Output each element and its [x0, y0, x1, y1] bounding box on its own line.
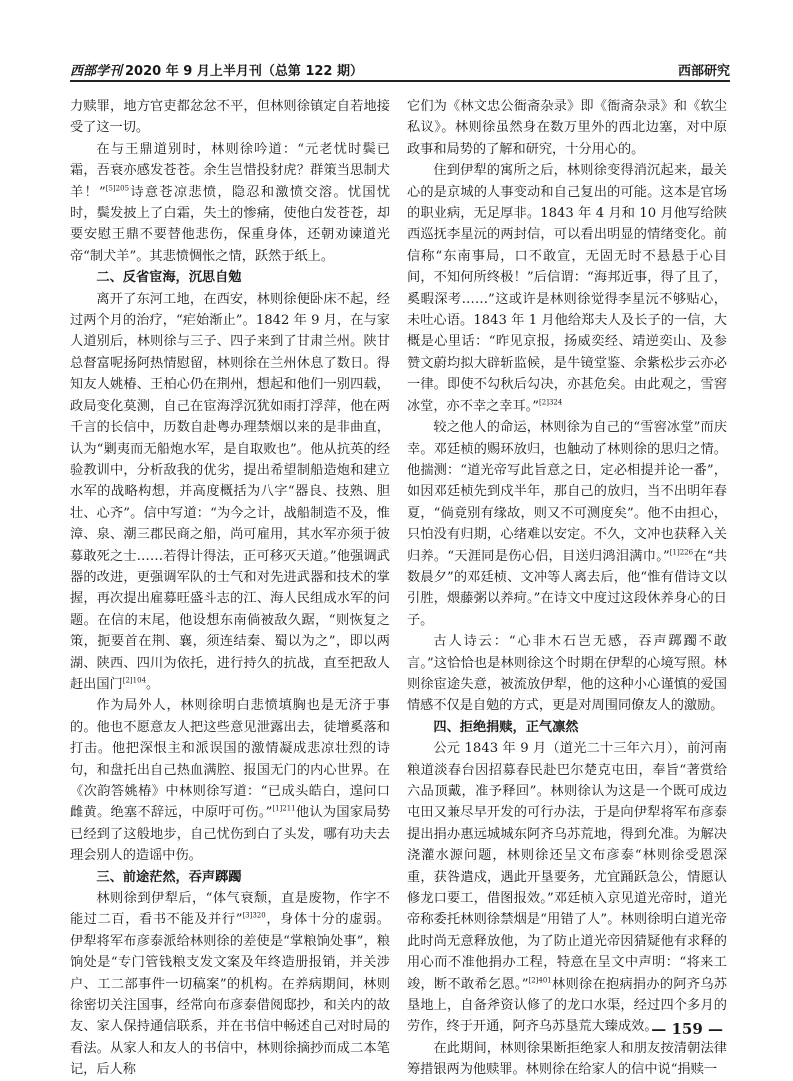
issue-info: 2020 年 9 月上半月刊（总第 122 期）	[125, 64, 364, 79]
paragraph-text: 在“共数晨夕”的邓廷桢、文冲等人离去后，他“惟有借诗文以引胜，煨藤粥以养疴。”在诗文中度过这段休养身心的日子。	[407, 548, 727, 628]
body-paragraph	[70, 888, 390, 1081]
journal-masthead	[70, 60, 363, 79]
section-heading: 二、反省宦海，沉思自勉	[96, 270, 242, 286]
paragraph-text: 他认为国家局势已经到了这般地步，自己忧伤到白了头发，哪有功夫去理会别人的造谣中伤。	[70, 805, 391, 864]
citation-ref: [2]401	[528, 976, 552, 985]
page-header	[70, 58, 730, 82]
paragraph-text: 在此期间，林则徐果断拒绝家人和朋友按清朝法律筹措银两为他赎罪。林则徐在给家人的信中说“捐赎一	[407, 1040, 727, 1078]
paragraph-text: 离开了东河工地，在西安，林则徐便卧床不起，经过两个月的治疗，“疟始渐止”。1842 年 9 月，在与家人道别后，林则徐与三子、四子来到了甘肃兰州。陕甘总督富呢扬阿热情慰留，林则徐在兰州休息了数日。得知友人姚椿、王柏心仍在荆州，想起和他们一别四载，政局变化莫测，自己在宦海浮沉犹如雨打浮萍，他在两千言的长信中，历数自赴粤办理禁烟以来的是非曲直，认为“剿夷而无船炮水军，是自取败也”。他从抗英的经验教训中，分析敌我的优劣，提出希望制船造炮和建立水军的战略构想，并高度概括为八字“器良、技熟、胆壮、心齐”。信中写道：“为今之计，战船制造不及，惟漳、泉、潮三郡民商之船，尚可雇用，其水军亦须于彼募敢死之士……若得计得法，正可移灭天道。”他强调武器的改进，更强调军队的士气和对先进武器和技术的掌握，再次提出雇募旺盛斗志的江、海人民组成水军的问题。在信的末尾，他设想东南倘被敌久踞，“则恢复之策，扼要首在荆、襄，须连结秦、蜀以为之”，即以两湖、陕西、四川为依托，进行持久的抗战，直至把敌人赶出国门	[70, 291, 390, 692]
citation-ref: [2]324	[539, 398, 563, 407]
journal-logo: 西部学刊	[70, 64, 123, 79]
citation-ref: [2]104	[122, 676, 147, 685]
paragraph-text: ，身体十分的虚弱。伊犁将军布彦泰派给林则徐的差使是“掌粮饷处事”，粮饷处是“专门管钱粮支发文案及年终造册报销，并关涉户、工二部事件一切稿案”的机构。在养病期间，林则徐密切关注国事，经常向布彦泰借阅邸抄，和关内的故友、家人保持通信联系，并在书信中畅述自己对时局的看法。从家人和友人的书信中，林则徐摘抄而成二本笔记，后人称	[70, 912, 390, 1078]
paragraph-text: 在与王鼎道别时，林则徐吟道：“元老忧时鬓已霜，吾衰亦感发苍苍。余生岂惜投豺虎？群策当思制犬羊！”	[70, 141, 390, 200]
body-paragraph	[70, 139, 390, 267]
paragraph-text: 作为局外人，林则徐明白悲愤填胸也是无济于事的。他也不愿意友人把这些意见泄露出去，徒增奚落和打击。他把深恨主和派误国的激情凝成悲凉壮烈的诗句，和盘托出自己热血满腔、报国无门的内心世界。在《次韵答姚椿》中林则徐写道：“已成头皓白，遑问口雌黄。绝塞不辞远，中原吁可伤。”	[70, 698, 390, 821]
citation-ref: [1]211	[272, 805, 296, 814]
body-paragraph	[70, 96, 390, 139]
section-label: 西部研究	[677, 64, 730, 79]
body-paragraph	[407, 417, 727, 631]
body-paragraph	[70, 695, 390, 866]
paragraph-text: 。	[146, 676, 160, 692]
body-paragraph	[70, 289, 390, 696]
paragraph-text: 林则徐在抱病捐办的阿齐乌苏垦地上，自备斧资认修了的龙口水渠，经过四个多月的劳作，终于开通，阿齐乌苏垦荒大臻成效。	[407, 976, 727, 1035]
page-number: — 159 —	[651, 1020, 723, 1038]
section-heading: 四、拒绝捐赎，正气凛然	[433, 719, 579, 735]
right-column	[407, 96, 727, 1081]
body-paragraph	[407, 738, 727, 1038]
body-paragraph	[407, 160, 727, 417]
paragraph-text: 林则徐到伊犁后，“体气衰颓，直是废物，作字不能过二百，看书不能及并行”	[70, 891, 390, 928]
body-paragraph	[407, 631, 727, 717]
citation-ref: [3]320	[242, 912, 266, 921]
paragraph-text: 它们为《林文忠公衙斋杂录》即《衙斋杂录》和《软尘私议》。林则徐虽然身在数万里外的西北边塞，对中原政事和局势的了解和研究，十分用心的。	[407, 99, 727, 157]
paragraph-text: 力赎罪，地方官吏都忿忿不平，但林则徐镇定自若地接受了这一切。	[70, 99, 390, 136]
paragraph-text: 较之他人的命运，林则徐为自己的“雪窖冰堂”而庆幸。邓廷桢的赐环放归，也触动了林则徐的思归之情。他揣测：“道光帝写此旨意之日，定必相提并论一番”，如因邓廷桢先到戍半年，那自己的放归，当不出明年春夏，“倘竟别有缘故，则又不可测度矣”。他不由担心，只怕没有归期，心绪难以安定。不久，文冲也获释入关归养。“天涯同是伤心侣，目送归鸿泪满巾。”	[407, 420, 727, 564]
body-paragraph	[407, 96, 727, 160]
section-heading: 三、前途茫然，吞声踯躅	[96, 869, 242, 885]
paragraph-text: 诗意苍凉悲愤，隐忍和激愤交溶。忧国忧时，鬓发披上了白霜，失土的惨痛，使他白发苍苍，却要安慰王鼎不要替他悲伤，保重身体，还朝劝谏道光帝“制犬羊”。其悲愤惆怅之情，跃然于纸上。	[70, 184, 391, 264]
citation-ref: [1]226	[669, 548, 694, 557]
paragraph-text: 古人诗云：“心非木石岂无感，吞声踯躅不敢言。”这恰恰也是林则徐这个时期在伊犁的心境写照。林则徐宦途失意，被流放伊犁，他的这种小心谨慎的爱国情感不仅是自勉的方式，更是对周围同僚友人的激励。	[407, 634, 727, 714]
body-paragraph	[407, 1038, 727, 1081]
left-column	[70, 96, 390, 1081]
citation-ref: [5]205	[105, 184, 130, 193]
paragraph-text: 住到伊犁的寓所之后，林则徐变得消沉起来，最关心的是京城的人事变动和自己复出的可能。这本是官场的职业病，无足厚非。1843 年 4 月和 10 月他写给陕西巡抚李星沅的两封信，可以看出明显的情绪变化。前信称“东南事局，口不敢宣，无固无时不悬悬于心目间，不知何所终极！”后信谓：“海邦近事，得了且了，奚暇深考……”这或许是林则徐觉得李星沅不够贴心，未吐心语。1843 年 1 月他给郑夫人及长子的一信，大概是心里话：“昨见京报，扬威奕经、靖逆奕山、及参赞文蔚均拟大辟斩监候，是牛镜堂鉴、余紫松步云亦必一律。即使不勾秋后勾决，亦甚危矣。由此观之，雪窖冰堂，亦不幸之幸耳。”	[407, 163, 727, 414]
paragraph-text: 公元 1843 年 9 月（道光二十三年六月），前河南粮道淡春台因招募春民赴巴尔楚克屯田，奉旨“著赏给六品顶戴，准予释回”。林则徐认为这是一个既可成边屯田又兼尽早开发的可行办法，于是向伊犁将军布彦泰提出捐办惠远城城东阿齐乌苏荒地，得到允准。为解决浇灌水源问题，林则徐还呈文布彦泰“林则徐受恩深重，获咎遣戍，遇此开垦要务，尤宜踊跃急公，情愿认修龙口要工，借图报效。”邓廷桢入京见道光帝时，道光帝称委托林则徐禁烟是“用错了人”。林则徐明白道光帝此时尚无意释放他，为了防止道光帝因猜疑他有求释的用心而不准他捐办工程，特意在呈文中声明：“将来工竣，断不敢希乞恩。”	[407, 741, 727, 992]
